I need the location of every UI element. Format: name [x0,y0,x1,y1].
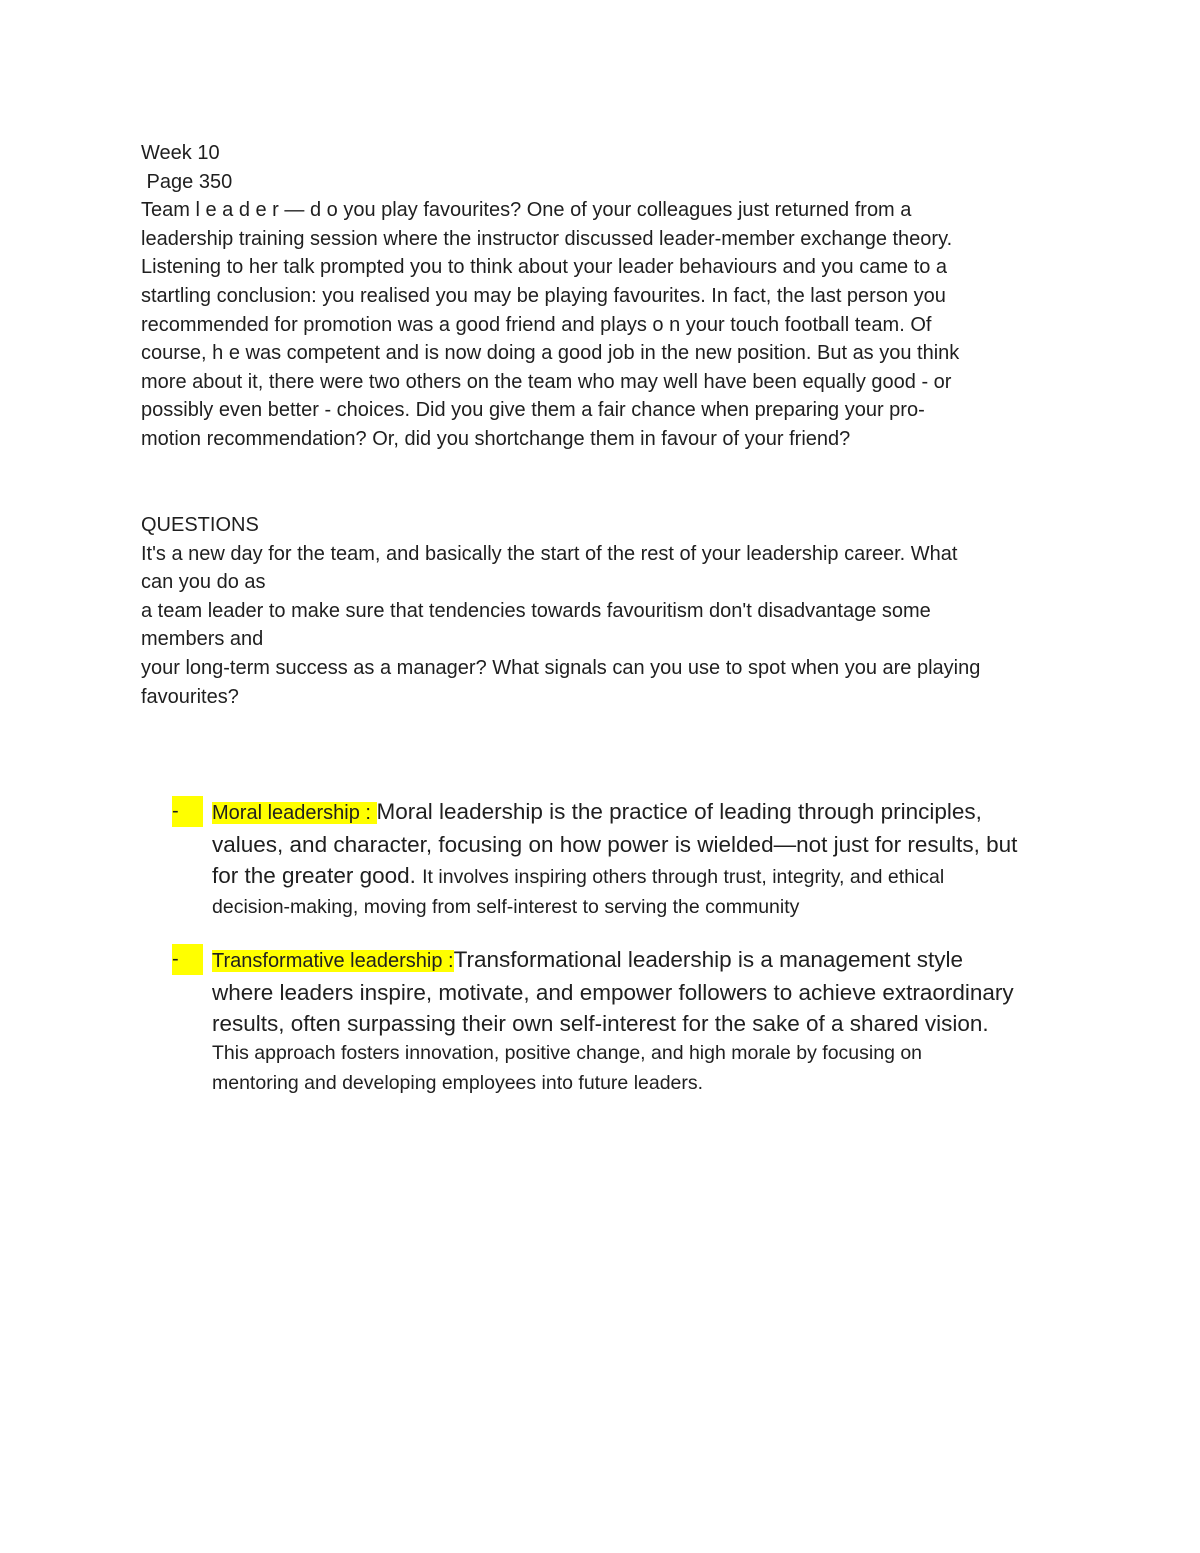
week-heading: Week 10 [141,142,220,164]
case-intro [141,139,1061,454]
bullet-dash: - [172,796,203,827]
question-line: It's a new day for the team, and basically the start of the rest of your leadership career. What [141,542,958,565]
definition-line: values, and character, focusing on how power is wielded—not just for results, but [212,832,1018,857]
definition-line: decision-making, moving from self-interest to serving the community [212,895,800,918]
intro-line: Team l e a d e r — d o you play favourites? One of your colleagues just returned from a [141,199,912,222]
intro-line: leadership training session where the instructor discussed leader-member exchange theory. [141,227,953,250]
leadership-definitions-list [172,796,1072,1120]
intro-line: more about it, there were two others on the team who may well have been equally good - or [141,370,952,393]
definition-line: where leaders inspire, motivate, and empower followers to achieve extraordinary [212,980,1014,1005]
intro-line: course, h e was competent and is now doing a good job in the new position. But as you think [141,342,960,365]
page-reference: Page 350 [141,170,233,193]
question-line: members and [141,628,264,651]
questions-heading: QUESTIONS [141,514,259,536]
intro-line: startling conclusion: you realised you may be playing favourites. In fact, the last person you [141,284,946,307]
question-line: can you do as [141,571,266,594]
intro-line: possibly even better - choices. Did you give them a fair chance when preparing your pro- [141,399,925,422]
term-label-moral-leadership: Moral leadership : [212,802,377,824]
bullet-dash: - [172,944,203,975]
definition-line: results, often surpassing their own self-interest for the sake of a shared vision. [212,1011,989,1036]
question-line: favourites? [141,685,239,708]
intro-line: recommended for promotion was a good friend and plays o n your touch football team. Of [141,313,932,336]
definition-line: mentoring and developing employees into future leaders. [212,1071,704,1094]
list-item-moral-leadership [172,796,1072,922]
list-item-transformative-leadership [172,944,1072,1098]
question-line: a team leader to make sure that tendencies towards favouritism don't disadvantage some [141,599,931,622]
questions-section [141,511,1061,711]
definition-line: for the greater good. It involves inspiring others through trust, integrity, and ethical [212,863,945,888]
intro-line: motion recommendation? Or, did you shortchange them in favour of your friend? [141,427,851,450]
term-label-transformative-leadership: Transformative leadership : [212,950,454,972]
definition-line: This approach fosters innovation, positive change, and high morale by focusing on [212,1042,923,1064]
definition-line: Transformative leadership :Transformational leadership is a management style [212,947,964,972]
question-line: your long-term success as a manager? What signals can you use to spot when you are playing [141,656,981,679]
definition-line: Moral leadership : Moral leadership is the practice of leading through principles, [212,799,982,824]
intro-line: Listening to her talk prompted you to think about your leader behaviours and you came to a [141,256,948,279]
